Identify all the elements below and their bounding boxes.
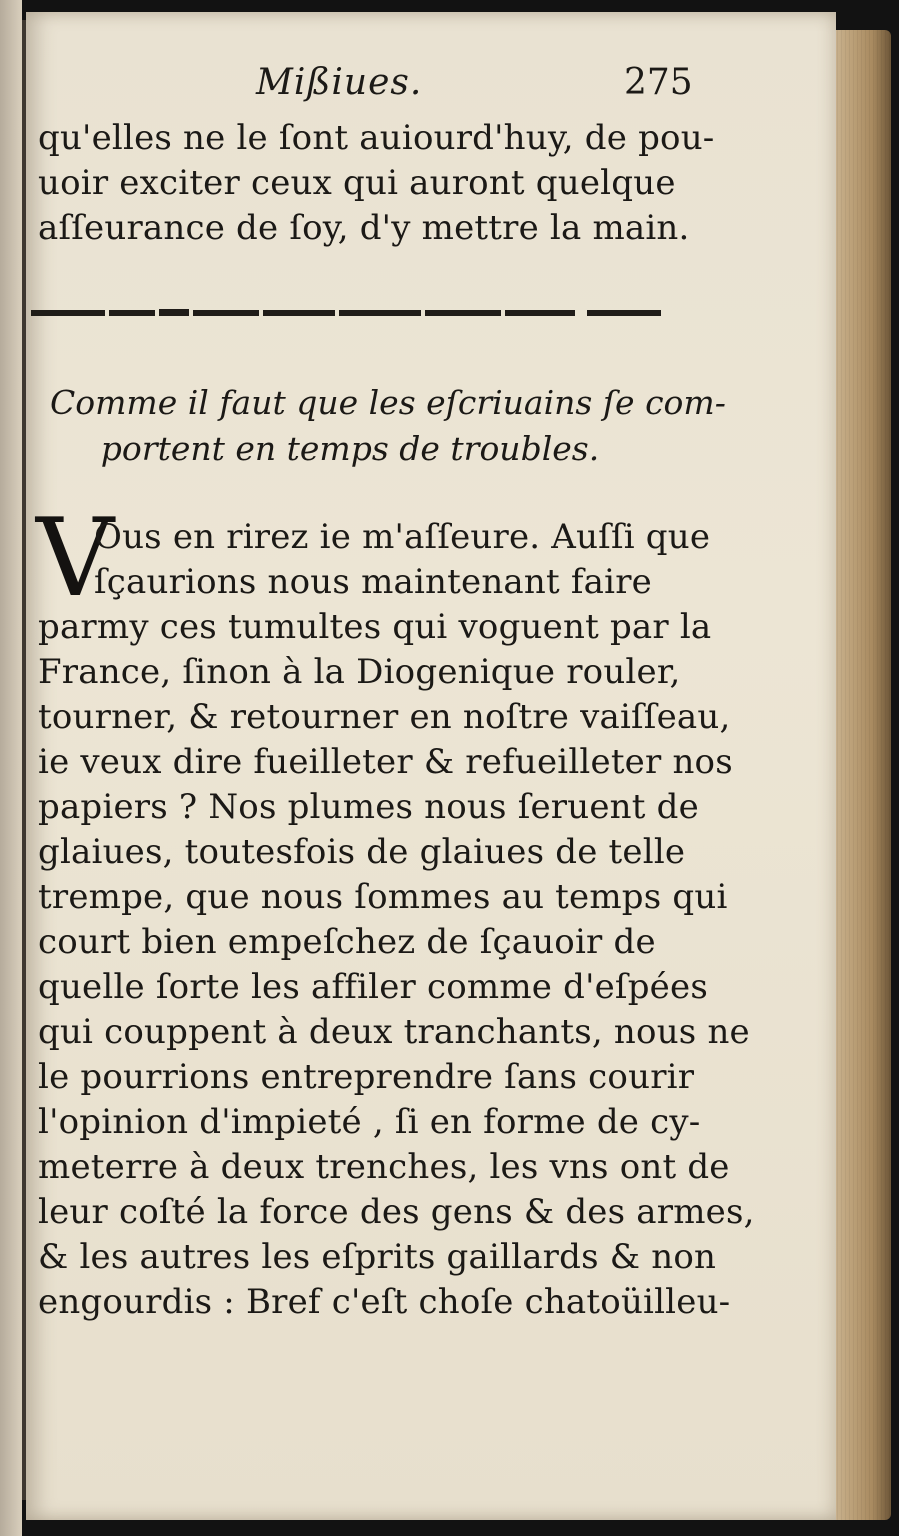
letter-body [38, 515, 755, 1325]
text-line: Ous en rirez ie m'aſſeure. Auſſi que [94, 517, 711, 557]
text-line: qui couppent à deux tranchants, nous ne [38, 1012, 750, 1052]
text-line: tourner, & retourner en noſtre vaiſſeau, [38, 697, 731, 737]
title-line: Comme il faut que les eſcriuains ſe com- [50, 383, 726, 422]
page-number: 275 [624, 62, 693, 103]
letter-title [50, 380, 726, 472]
text-line: leur coſté la force des gens & des armes, [38, 1192, 755, 1232]
text-line: engourdis : Bref c'eſt choſe chatoüilleu- [38, 1282, 731, 1322]
book-page [26, 12, 836, 1520]
text-line: France, ſinon à la Diogenique rouler, [38, 652, 681, 692]
text-line: ſçaurions nous maintenant faire [94, 562, 652, 602]
text-line: trempe, que nous ſommes au temps qui [38, 877, 728, 917]
text-line: parmy ces tumultes qui voguent par la [38, 607, 712, 647]
text-line: uoir exciter ceux qui auront quelque [38, 163, 676, 203]
text-line: le pourrions entreprendre ſans courir [38, 1057, 695, 1097]
drop-cap-initial: V [36, 496, 114, 621]
ornamental-rule [31, 305, 663, 321]
page-block-edge [829, 30, 891, 1520]
carry-over-paragraph [38, 116, 715, 251]
running-head: Mißiues. [256, 62, 423, 103]
text-line: l'opinion d'impieté , ſi en forme de cy- [38, 1102, 701, 1142]
facing-page-edge [0, 0, 22, 1536]
text-line: quelle ſorte les affiler comme d'eſpées [38, 967, 708, 1007]
text-line: court bien empeſchez de ſçauoir de [38, 922, 656, 962]
title-line: portent en temps de troubles. [100, 429, 600, 468]
text-line: papiers ? Nos plumes nous ſeruent de [38, 787, 699, 827]
text-line: aſſeurance de ſoy, d'y mettre la main. [38, 208, 690, 248]
text-line: glaiues, toutesfois de glaiues de telle [38, 832, 686, 872]
text-line: & les autres les eſprits gaillards & non [38, 1237, 717, 1277]
text-line: meterre à deux trenches, les vns ont de [38, 1147, 730, 1187]
text-line: qu'elles ne le ſont auiourd'huy, de pou- [38, 118, 715, 158]
text-line: ie veux dire fueilleter & refueilleter nos [38, 742, 733, 782]
